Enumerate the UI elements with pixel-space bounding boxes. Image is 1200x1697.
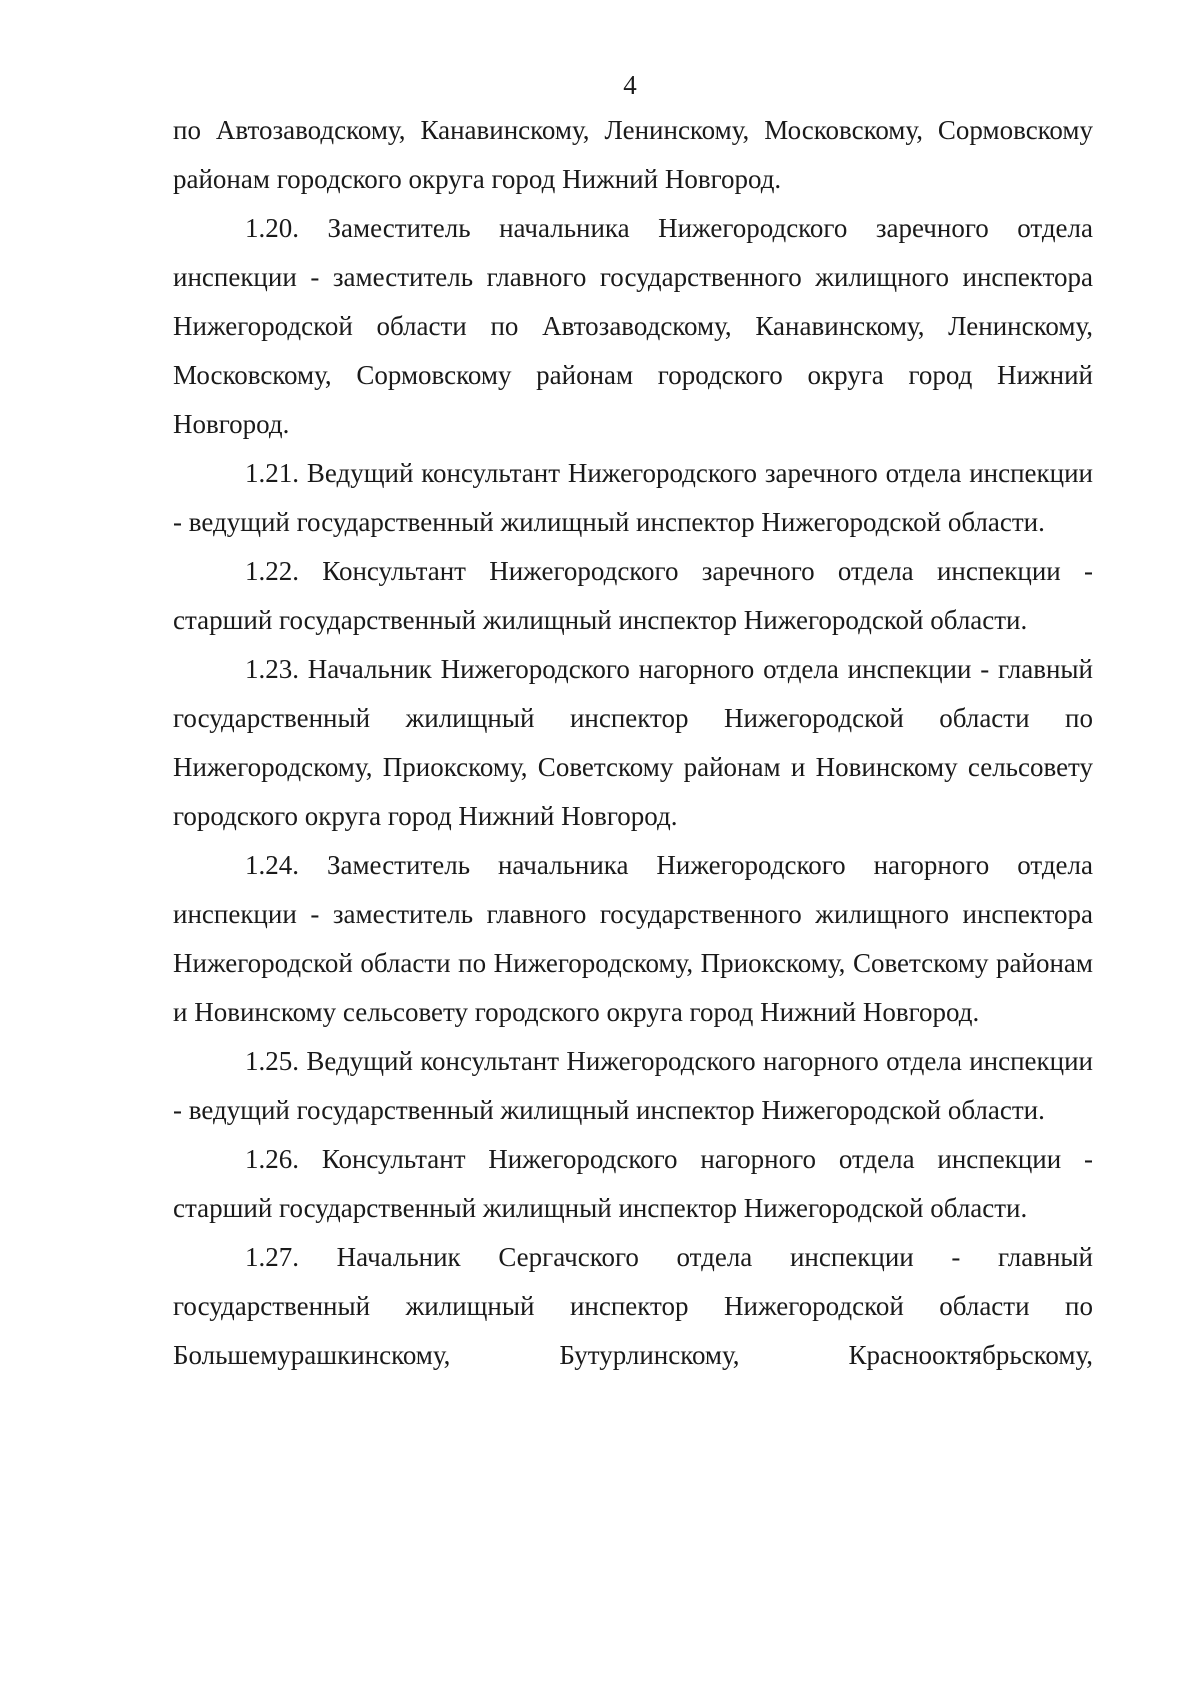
document-body <box>173 106 1093 1380</box>
paragraph-1-26: 1.26. Консультант Нижегородского нагорного отдела инспекции - старший государственный жилищный инспектор Нижегородской области. <box>173 1144 1093 1223</box>
paragraph-1-25: 1.25. Ведущий консультант Нижегородского нагорного отдела инспекции - ведущий государственный жилищный инспектор Нижегородской области. <box>173 1046 1093 1125</box>
paragraph-1-21: 1.21. Ведущий консультант Нижегородского заречного отдела инспекции - ведущий государственный жилищный инспектор Нижегородской области. <box>173 458 1093 537</box>
paragraph-continuation: по Автозаводскому, Канавинскому, Ленинскому, Московскому, Сормовскому районам городского округа город Нижний Новгород. <box>173 115 1093 194</box>
paragraph-1-22: 1.22. Консультант Нижегородского заречного отдела инспекции - старший государственный жилищный инспектор Нижегородской области. <box>173 556 1093 635</box>
paragraph-1-24: 1.24. Заместитель начальника Нижегородского нагорного отдела инспекции - заместитель главного государственного жилищного инспектора Нижегородской области по Нижегородскому, Приокскому, Советскому районам и Новинскому сельсовету городского округа город Нижний Новгород. <box>173 850 1093 1027</box>
paragraph-1-23: 1.23. Начальник Нижегородского нагорного отдела инспекции - главный государственный жилищный инспектор Нижегородской области по Нижегородскому, Приокскому, Советскому районам и Новинскому сельсовету городского округа город Нижний Новгород. <box>173 654 1093 831</box>
paragraph-1-20: 1.20. Заместитель начальника Нижегородского заречного отдела инспекции - заместитель главного государственного жилищного инспектора Нижегородской области по Автозаводскому, Канавинскому, Ленинскому, Московскому, Сормовскому районам городского округа город Нижний Новгород. <box>173 213 1093 439</box>
paragraph-1-27: 1.27. Начальник Сергачского отдела инспекции - главный государственный жилищный инспектор Нижегородской области по Большемурашкинскому, Бутурлинскому, Краснооктябрьскому, <box>173 1242 1093 1370</box>
page-number: 4 <box>623 70 637 100</box>
